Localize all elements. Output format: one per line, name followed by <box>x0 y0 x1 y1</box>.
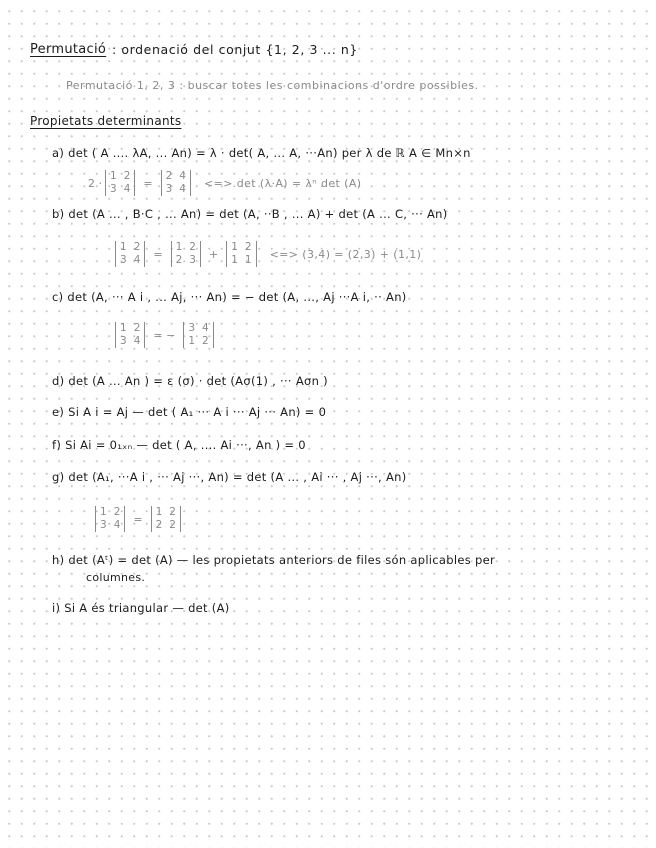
section-title: Propietats determinants <box>30 114 182 128</box>
permutation-note: Permutació 1, 2, 3 : buscar totes les combinacions d'ordre possibles. <box>66 79 479 92</box>
property-d: d) det (A ... An ) = ε (σ) · det (Aσ(1) , ··· Aσn ) <box>52 374 328 388</box>
example-g: 1 2 3 4 = 1 2 2 2 <box>92 506 184 532</box>
property-h-continuation: columnes. <box>86 571 146 584</box>
property-e: e) Si A i = Aj — det ( A₁ ··· A i ··· Aj ··· An) = 0 <box>52 405 327 419</box>
example-b-matrix-3: 1 2 1 1 <box>226 241 256 267</box>
example-c-matrix-1: 1 2 3 4 <box>115 322 145 348</box>
property-h: h) det (Aᵗ) = det (A) — les propietats anteriors de files són aplicables per <box>52 553 495 567</box>
example-b-matrix-1: 1 2 3 4 <box>115 241 145 267</box>
example-a-text: <=> det (λ·A) = λⁿ det (A) <box>203 176 362 190</box>
example-b-text: <=> (3,4) = (2,3) + (1,1) <box>269 247 422 261</box>
example-b-matrix-2: 1 2 2 3 <box>171 241 201 267</box>
permutation-definition: : ordenació del conjut {1, 2, 3 ... n} <box>112 42 358 57</box>
example-a-scalar: 2 · <box>88 176 102 190</box>
property-f: f) Si Ai = 0₁ₓₙ — det ( A, .... Ai ···, An ) = 0 <box>52 438 306 452</box>
example-c: 1 2 3 4 = − 3 4 1 2 <box>112 322 217 348</box>
property-i: i) Si A és triangular — det (A) <box>52 601 230 615</box>
example-g-matrix-1: 1 2 3 4 <box>95 506 125 532</box>
example-c-matrix-2: 3 4 1 2 <box>183 322 213 348</box>
property-a: a) det ( A .... λA, ... An) = λ · det( A, ... A, ···An) per λ de ℝ A ∈ Mn×n <box>52 146 471 160</box>
example-a: 2 · 1 2 3 4 = 2 4 3 4 <=> det (λ·A) = λⁿ det (A) <box>88 170 362 195</box>
permutation-term: Permutació <box>30 42 107 57</box>
property-g: g) det (A₁, ···A i , ··· Aj ···, An) = det (A ... , Ai ··· , Aj ···, An) <box>52 470 407 484</box>
example-b: 1 2 3 4 = 1 2 2 3 + 1 2 1 1 <=> (3,4) = (2,3) + (1,1) <box>112 241 421 267</box>
example-a-matrix-2: 2 4 3 4 <box>161 170 191 196</box>
property-c: c) det (A, ··· A i , ... Aj, ··· An) = − det (A, ..., Aj ···A i, ·· An) <box>52 290 407 304</box>
example-g-matrix-2: 1 2 2 2 <box>151 506 181 532</box>
example-a-matrix-1: 1 2 3 4 <box>105 170 135 196</box>
property-b: b) det (A ... , B·C , ... An) = det (A, ··B , ... A) + det (A ... C, ··· An) <box>52 207 448 221</box>
